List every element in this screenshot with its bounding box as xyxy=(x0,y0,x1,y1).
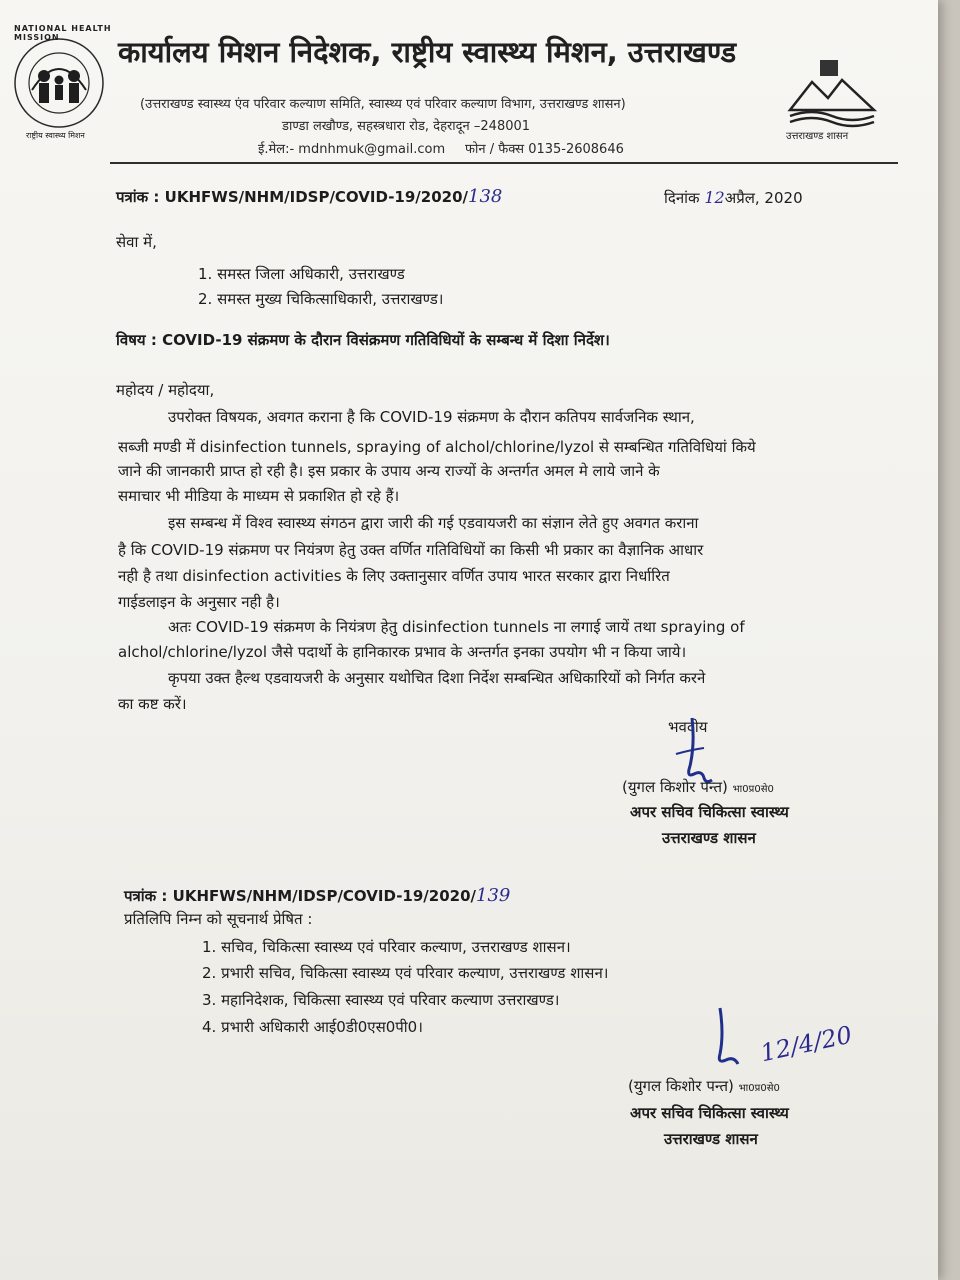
copy-reference-line xyxy=(124,885,510,906)
paragraph-1-line: उपरोक्त विषयक, अवगत कराना है कि COVID-19 संक्रमण के दौरान कतिपय सार्वजनिक स्थान, xyxy=(168,408,695,426)
to-label: सेवा में, xyxy=(116,233,157,251)
paragraph-2-line: गाईडलाइन के अनुसार नही है। xyxy=(118,593,280,611)
copy-item: 2. प्रभारी सचिव, चिकित्सा स्वास्थ्य एवं परिवार कल्याण, उत्तराखण्ड शासन। xyxy=(202,964,609,982)
date-label: दिनांक xyxy=(664,189,700,207)
nhm-emblem-icon xyxy=(4,28,114,138)
copy-intro: प्रतिलिपि निम्न को सूचनार्थ प्रेषित : xyxy=(124,910,313,928)
paragraph-1-line: समाचार भी मीडिया के माध्यम से प्रकाशित हो रहे हैं। xyxy=(118,487,400,505)
reference-number: UKHFWS/NHM/IDSP/COVID-19/2020/ xyxy=(164,188,469,206)
date-handwritten: 12 xyxy=(704,188,725,207)
signatory-2-suffix: भा0प्र0से0 xyxy=(738,1083,780,1094)
recipient-item: 2. समस्त मुख्य चिकित्साधिकारी, उत्तराखण्ड। xyxy=(198,290,444,308)
date-line xyxy=(664,188,803,208)
paragraph-4-line: का कष्ट करें। xyxy=(118,695,187,713)
header-divider xyxy=(110,162,898,164)
paragraph-2-line: इस सम्बन्ध में विश्व स्वास्थ्य संगठन द्वारा जारी की गई एडवायजरी का संज्ञान लेते हुए अवगत कराना xyxy=(168,514,699,532)
copy-item: 3. महानिदेशक, चिकित्सा स्वास्थ्य एवं परिवार कल्याण उत्तराखण्ड। xyxy=(202,991,560,1009)
office-email: ई.मेल:- mdnhmuk@gmail.com xyxy=(258,142,446,157)
signatory-1-name-line xyxy=(622,777,774,797)
nhm-logo-tagline: राष्ट्रीय स्वास्थ्य मिशन xyxy=(26,131,85,140)
reference-label: पत्रांक : xyxy=(116,188,160,206)
copy-reference-handwritten: 139 xyxy=(476,885,511,906)
paragraph-1-line: जाने की जानकारी प्राप्त हो रही है। इस प्रकार के उपाय अन्य राज्यों के अन्तर्गत अमल मे लाये जाने के xyxy=(118,462,660,480)
signatory-2-title: अपर सचिव चिकित्सा स्वास्थ्य xyxy=(630,1104,789,1122)
nhm-logo xyxy=(4,24,114,140)
signatory-2-name-line xyxy=(628,1076,780,1096)
subject-text: COVID-19 संक्रमण के दौरान विसंक्रमण गतिविधियों के सम्बन्ध में दिशा निर्देश। xyxy=(162,331,610,349)
signatory-1-suffix: भा0प्र0से0 xyxy=(732,784,774,795)
copy-reference-number: UKHFWS/NHM/IDSP/COVID-19/2020/ xyxy=(172,887,477,905)
subject-label: विषय : xyxy=(116,331,157,349)
paragraph-2-line: है कि COVID-19 संक्रमण पर नियंत्रण हेतु उक्त वर्णित गतिविधियों का किसी भी प्रकार का वैज्ञानिक आधार xyxy=(118,541,704,559)
signatory-1-name: (युगल किशोर पन्त) xyxy=(622,778,728,796)
paragraph-2-line: नही है तथा disinfection activities के लिए उक्तानुसार वर्णित उपाय भारत सरकार द्वारा निर्धारित xyxy=(118,567,670,585)
handwritten-date: 12/4/20 xyxy=(758,1020,855,1068)
uttarakhand-emblem-icon xyxy=(782,58,882,128)
subject-line xyxy=(116,330,610,350)
paragraph-3-line: alchol/chlorine/lyzol जैसे पदार्थो के हानिकारक प्रभाव के अन्तर्गत इनका उपयोग भी न किया जाये। xyxy=(118,643,687,661)
paragraph-1-line: सब्जी मण्डी में disinfection tunnels, spraying of alchol/chlorine/lyzol से सम्बन्धित गतिविधियां किये xyxy=(118,438,756,456)
uttarakhand-logo-text: उत्तराखण्ड शासन xyxy=(786,131,849,142)
reference-handwritten: 138 xyxy=(468,186,503,207)
office-title: कार्यालय मिशन निदेशक, राष्ट्रीय स्वास्थ्य मिशन, उत्तराखण्ड xyxy=(118,35,737,69)
reference-line xyxy=(116,186,502,207)
office-subtitle: (उत्तराखण्ड स्वास्थ्य एंव परिवार कल्याण समिति, स्वास्थ्य एवं परिवार कल्याण विभाग, उत्तराखण्ड शासन) xyxy=(140,97,626,112)
date-text: अप्रैल, 2020 xyxy=(724,189,803,207)
salutation: महोदय / महोदया, xyxy=(116,381,215,399)
paragraph-4-line: कृपया उक्त हैल्थ एडवायजरी के अनुसार यथोचित दिशा निर्देश सम्बन्धित अधिकारियों को निर्गत करने xyxy=(168,669,706,687)
signatory-1-office: उत्तराखण्ड शासन xyxy=(662,829,756,847)
nhm-logo-text: NATIONAL HEALTH MISSION xyxy=(14,24,112,42)
recipient-item: 1. समस्त जिला अधिकारी, उत्तराखण्ड xyxy=(198,265,405,283)
closing: भवदीय xyxy=(668,718,708,736)
paragraph-3-line: अतः COVID-19 संक्रमण के नियंत्रण हेतु disinfection tunnels ना लगाई जायें तथा spraying of xyxy=(168,618,745,636)
copy-item: 1. सचिव, चिकित्सा स्वास्थ्य एवं परिवार कल्याण, उत्तराखण्ड शासन। xyxy=(202,938,571,956)
copy-reference-label: पत्रांक : xyxy=(124,887,168,905)
signatory-2-office: उत्तराखण्ड शासन xyxy=(664,1130,758,1148)
office-phone: फोन / फैक्स 0135-2608646 xyxy=(465,142,624,157)
signatory-1-title: अपर सचिव चिकित्सा स्वास्थ्य xyxy=(630,803,789,821)
uttarakhand-logo xyxy=(782,58,882,148)
office-address: डाण्डा लखौण्ड, सहस्त्रधारा रोड, देहरादून –248001 xyxy=(282,119,531,134)
signatory-2-name: (युगल किशोर पन्त) xyxy=(628,1077,734,1095)
copy-item: 4. प्रभारी अधिकारी आई0डी0एस0पी0। xyxy=(202,1018,423,1036)
